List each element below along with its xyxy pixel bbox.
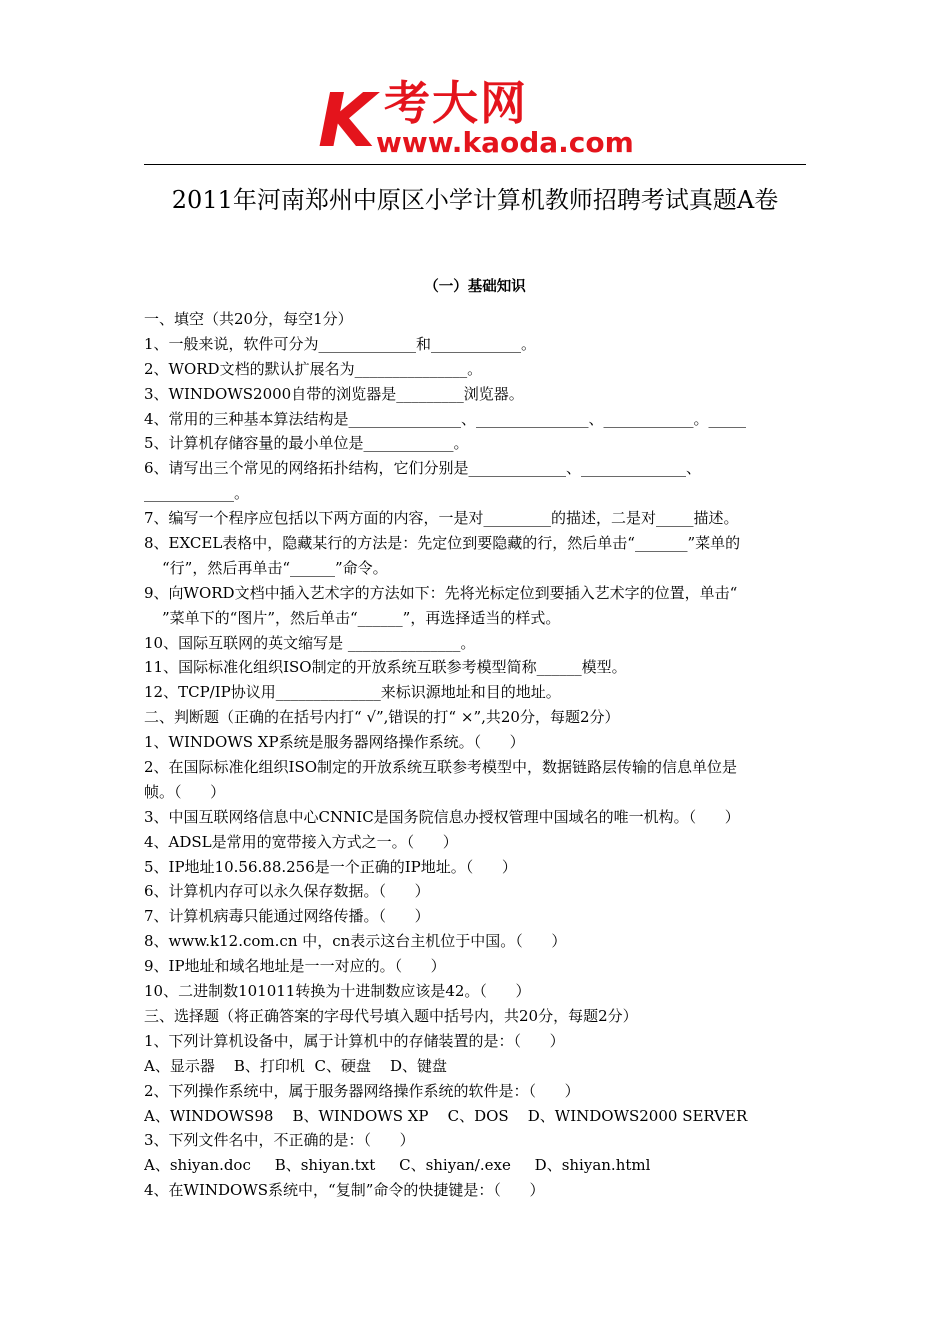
exam-line: ”菜单下的“图片”，然后单击“______”，再选择适当的样式。 — [162, 608, 561, 627]
section-heading: （一）基础知识 — [424, 279, 526, 295]
header-rule — [144, 164, 806, 165]
exam-line: 9、向WORD文档中插入艺术字的方法如下：先将光标定位到要插入艺术字的位置，单击“ — [144, 583, 738, 602]
exam-line: 5、IP地址10.56.88.256是一个正确的IP地址。（ ） — [144, 857, 517, 876]
logo-url: www.kaoda.com — [376, 126, 634, 159]
exam-line: 3、WINDOWS2000自带的浏览器是_________浏览器。 — [144, 384, 524, 403]
exam-line: 6、请写出三个常见的网络拓扑结构，它们分别是_____________、______________、 — [144, 459, 702, 478]
exam-line: A、显示器 B、打印机 C、硬盘 D、键盘 — [144, 1056, 448, 1075]
exam-line: 9、IP地址和域名地址是一一对应的。（ ） — [144, 957, 446, 976]
exam-line: 10、二进制数101011转换为十进制数应该是42。（ ） — [144, 982, 531, 1001]
exam-line: 三、选择题（将正确答案的字母代号填入题中括号内，共20分，每题2分） — [144, 1006, 638, 1025]
exam-line: 10、国际互联网的英文缩写是 _______________。 — [144, 633, 476, 652]
logo-k-letter: K — [318, 78, 376, 164]
exam-line: 6、计算机内存可以永久保存数据。（ ） — [144, 882, 430, 901]
exam-line: 1、下列计算机设备中，属于计算机中的存储装置的是：（ ） — [144, 1031, 565, 1050]
exam-line: A、WINDOWS98 B、WINDOWS XP C、DOS D、WINDOWS2000 SERVER — [144, 1106, 748, 1125]
exam-line: 12、TCP/IP协议用______________来标识源地址和目的地址。 — [144, 683, 561, 702]
page-title: 2011年河南郑州中原区小学计算机教师招聘考试真题A卷 — [171, 186, 779, 214]
exam-line: A、shiyan.doc B、shiyan.txt C、shiyan/.exe D、shiyan.html — [144, 1156, 651, 1175]
exam-line: 一、填空（共20分，每空1分） — [144, 310, 353, 328]
kaoda-logo[interactable] — [318, 76, 638, 164]
exam-line: 二、判断题（正确的在括号内打“ √”,错误的打“ ×”,共20分，每题2分） — [144, 708, 620, 727]
logo-name: 考大网 — [384, 76, 528, 130]
exam-line: 帧。（ ） — [144, 782, 226, 801]
exam-body — [144, 307, 806, 1203]
exam-line: 2、WORD文档的默认扩展名为_______________。 — [144, 359, 483, 378]
exam-line: 7、编写一个程序应包括以下两方面的内容，一是对_________的描述，二是对_____描述。 — [144, 509, 739, 528]
exam-line: 2、在国际标准化组织ISO制定的开放系统互联参考模型中，数据链路层传输的信息单位是 — [144, 758, 738, 777]
exam-line: 11、国际标准化组织ISO制定的开放系统互联参考模型简称______模型。 — [144, 658, 627, 677]
exam-line: 4、常用的三种基本算法结构是_______________、_______________、____________。_____ — [144, 409, 747, 428]
exam-line: ____________。 — [144, 484, 250, 503]
exam-line: 8、www.k12.com.cn 中，cn表示这台主机位于中国。（ ） — [144, 932, 567, 951]
exam-line: 4、在WINDOWS系统中，“复制”命令的快捷键是：（ ） — [144, 1181, 545, 1200]
exam-line: 3、中国互联网络信息中心CNNIC是国务院信息办授权管理中国域名的唯一机构。（ ） — [144, 807, 740, 826]
exam-line: 1、WINDOWS XP系统是服务器网络操作系统。（ ） — [144, 733, 525, 752]
exam-line: 1、一般来说，软件可分为_____________和____________。 — [144, 334, 537, 353]
exam-line: 3、下列文件名中，不正确的是：（ ） — [144, 1131, 415, 1150]
exam-line: 2、下列操作系统中，属于服务器网络操作系统的软件是：（ ） — [144, 1081, 580, 1100]
exam-line: 4、ADSL是常用的宽带接入方式之一。（ ） — [144, 832, 458, 851]
exam-line: 8、EXCEL表格中，隐藏某行的方法是：先定位到要隐藏的行，然后单击“_______”菜单的 — [144, 534, 741, 553]
exam-line: 5、计算机存储容量的最小单位是____________。 — [144, 434, 469, 453]
exam-line: 7、计算机病毒只能通过网络传播。（ ） — [144, 907, 430, 926]
exam-line: “行”，然后再单击“______”命令。 — [162, 558, 388, 577]
